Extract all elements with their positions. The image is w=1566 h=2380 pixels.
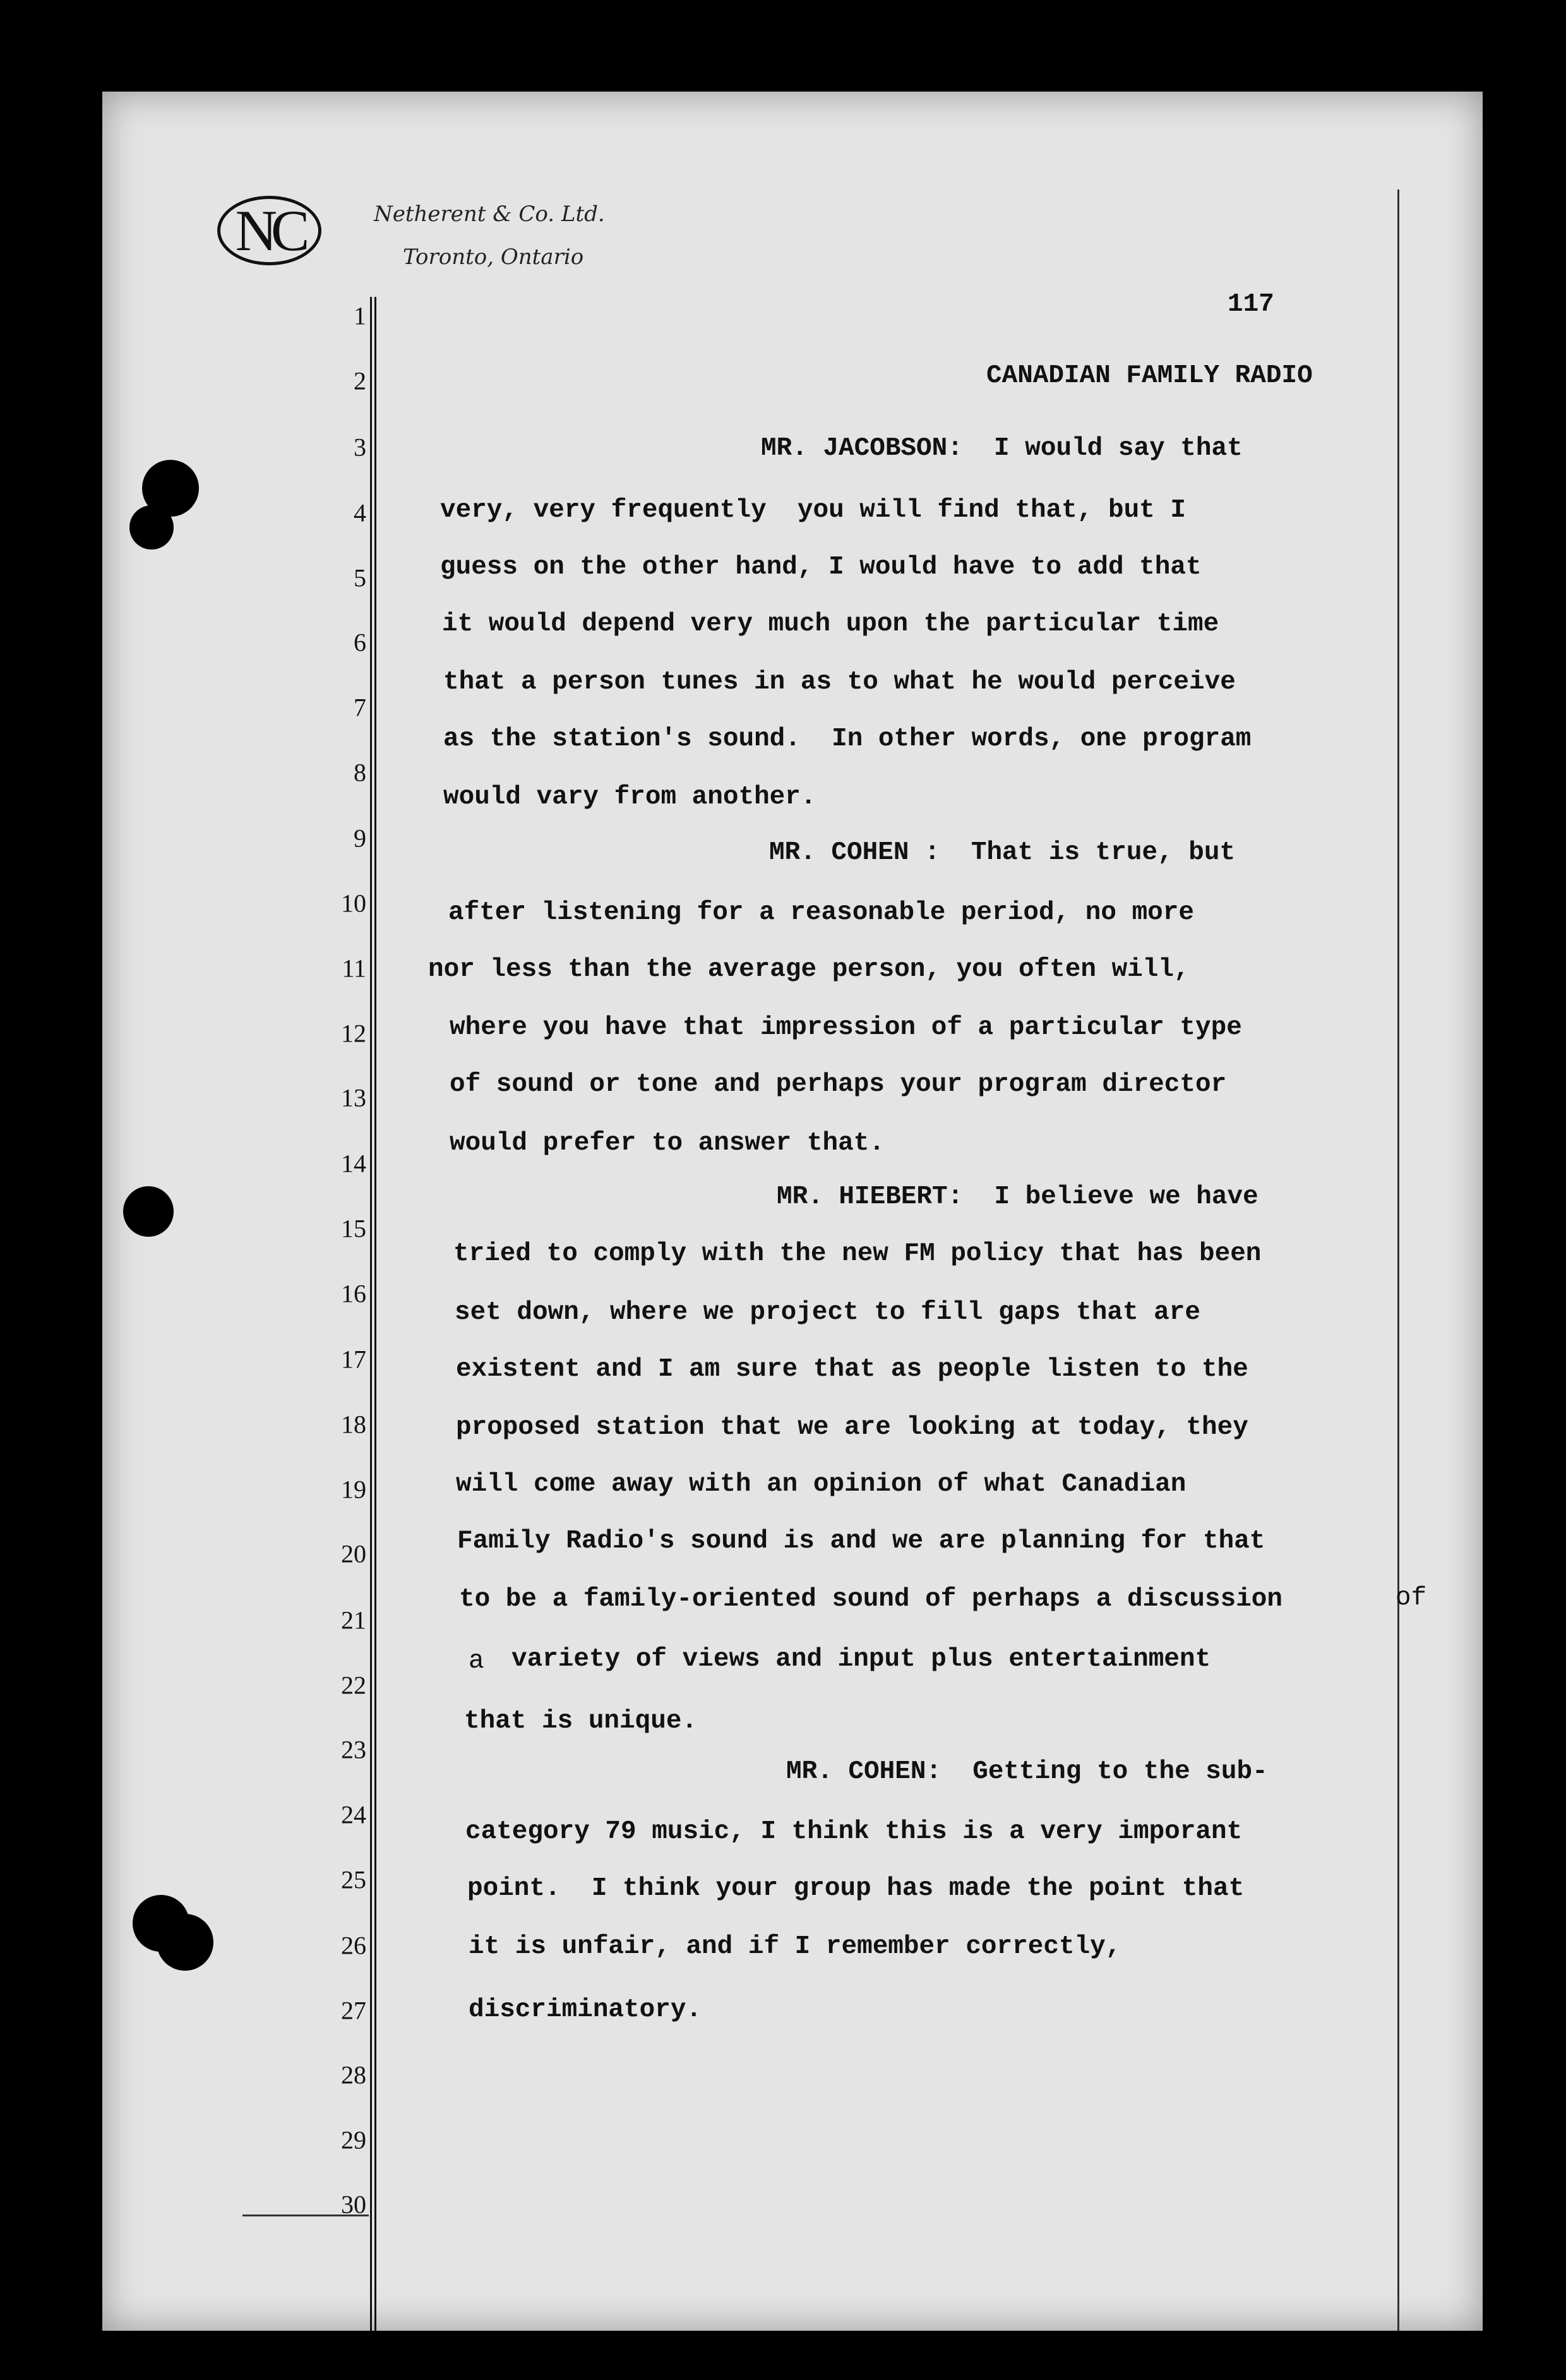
line-number: 23 bbox=[341, 1735, 366, 1764]
transcript-line: after listening for a reasonable period, no more bbox=[448, 898, 1194, 927]
line-number: 8 bbox=[354, 758, 366, 787]
transcript-line: discriminatory. bbox=[469, 1995, 702, 2024]
line-number: 14 bbox=[341, 1149, 366, 1178]
transcript-line: category 79 music, I think this is a very imporant bbox=[465, 1817, 1243, 1846]
transcript-line: tried to comply with the new FM policy that has been bbox=[453, 1239, 1262, 1268]
transcript-line: proposed station that we are looking at today, they bbox=[456, 1413, 1248, 1442]
transcript-line: it would depend very much upon the particular time bbox=[442, 610, 1219, 639]
firm-city: Toronto, Ontario bbox=[403, 244, 584, 270]
line-number: 4 bbox=[354, 498, 366, 527]
line-number: 9 bbox=[354, 824, 366, 853]
transcript-line: where you have that impression of a particular type bbox=[450, 1013, 1242, 1042]
line-number: 10 bbox=[341, 889, 366, 918]
line-number: 13 bbox=[341, 1083, 366, 1112]
transcript-line: set down, where we project to fill gaps that are bbox=[455, 1298, 1200, 1327]
transcript-line: MR. COHEN: Getting to the sub- bbox=[786, 1757, 1268, 1786]
line-number: 15 bbox=[341, 1214, 366, 1243]
transcript-line: Family Radio's sound is and we are planning for that bbox=[457, 1527, 1265, 1556]
transcript-line: very, very frequently you will find that, but I bbox=[440, 496, 1186, 525]
transcript-line: would prefer to answer that. bbox=[450, 1129, 885, 1158]
line-number: 2 bbox=[354, 366, 366, 395]
transcript-line: MR. HIEBERT: I believe we have bbox=[777, 1182, 1258, 1211]
transcript-line: MR. JACOBSON: I would say that bbox=[761, 434, 1243, 463]
transcript-line: will come away with an opinion of what Canadian bbox=[456, 1470, 1186, 1499]
transcript-line: variety of views and input plus entertainment bbox=[511, 1645, 1211, 1674]
line-number: 5 bbox=[354, 563, 366, 592]
transcript-line: of sound or tone and perhaps your program director bbox=[450, 1070, 1227, 1099]
transcript-line: MR. COHEN : That is true, but bbox=[769, 838, 1236, 867]
line-number: 18 bbox=[341, 1410, 366, 1439]
transcript-line: point. I think your group has made the point that bbox=[467, 1874, 1245, 1903]
transcript-line: that a person tunes in as to what he would perceive bbox=[443, 668, 1236, 697]
firm-logo: NC bbox=[217, 196, 321, 265]
line-number: 19 bbox=[341, 1475, 366, 1504]
running-header: CANADIAN FAMILY RADIO bbox=[986, 361, 1313, 390]
transcript-line: nor less than the average person, you often will, bbox=[428, 955, 1190, 984]
line-number: 11 bbox=[342, 954, 366, 983]
line-number: 27 bbox=[341, 1996, 366, 2025]
line-number: 1 bbox=[354, 301, 366, 330]
line-number: 6 bbox=[354, 628, 366, 657]
line-number: 16 bbox=[341, 1279, 366, 1308]
firm-name: Netherent & Co. Ltd. bbox=[374, 201, 605, 227]
right-margin-rule bbox=[1397, 189, 1399, 2331]
line-number: 25 bbox=[341, 1865, 366, 1894]
transcript-line: guess on the other hand, I would have to add that bbox=[440, 553, 1202, 582]
transcript-line: existent and I am sure that as people listen to the bbox=[456, 1355, 1248, 1384]
transcript-line: as the station's sound. In other words, one program bbox=[443, 724, 1252, 754]
line-number: 29 bbox=[341, 2125, 366, 2155]
transcript-line: of bbox=[1396, 1584, 1427, 1613]
line-number: 21 bbox=[341, 1606, 366, 1635]
punch-hole bbox=[157, 1914, 213, 1971]
transcript-line: to be a family-oriented sound of perhaps a discussion bbox=[459, 1585, 1283, 1614]
line-number: 30 bbox=[341, 2190, 366, 2219]
line-number: 17 bbox=[341, 1345, 366, 1374]
transcript-line: that is unique. bbox=[464, 1707, 698, 1736]
line-number: 24 bbox=[341, 1800, 366, 1829]
left-margin-rule bbox=[370, 297, 376, 2331]
line-number: 3 bbox=[354, 433, 366, 462]
line-number: 26 bbox=[341, 1931, 366, 1960]
page-number: 117 bbox=[1228, 290, 1274, 319]
line-number: 22 bbox=[341, 1671, 366, 1700]
line-number: 7 bbox=[354, 693, 366, 722]
transcript-line: would vary from another. bbox=[443, 783, 816, 812]
letterhead bbox=[374, 193, 605, 279]
transcript-line: a bbox=[469, 1647, 484, 1676]
punch-hole bbox=[129, 505, 174, 550]
line-number: 28 bbox=[341, 2060, 366, 2089]
punch-hole bbox=[123, 1186, 174, 1237]
transcript-line: it is unfair, and if I remember correctly, bbox=[469, 1932, 1121, 1961]
line-number: 12 bbox=[341, 1019, 366, 1048]
line-number: 20 bbox=[341, 1539, 366, 1568]
